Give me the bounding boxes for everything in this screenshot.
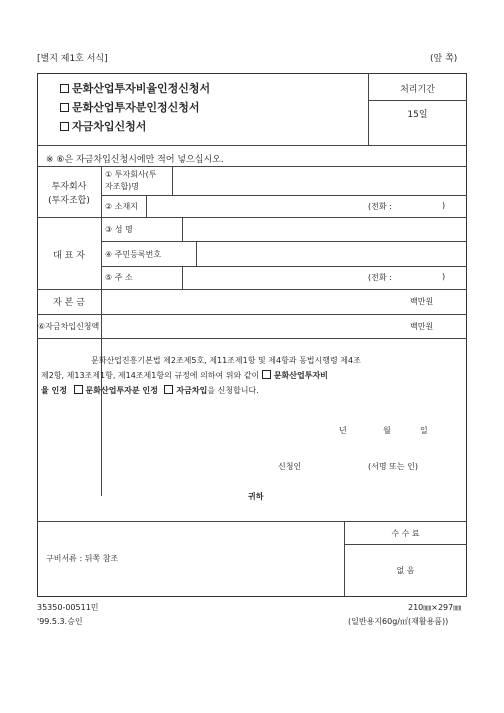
- body-line-2: [41, 370, 328, 381]
- page-side-label: (앞 쪽): [430, 54, 458, 64]
- investor-label: 투자회사: [51, 182, 87, 192]
- title-loan[interactable]: 자금차입신청서: [60, 118, 146, 134]
- title-investment-amount[interactable]: 문화산업투자분인정신청서: [60, 99, 200, 115]
- applicant-field[interactable]: [310, 456, 365, 472]
- processing-label: 처리기간: [400, 85, 435, 95]
- applicant-sign: (서명 또는 인): [368, 462, 418, 471]
- body-line-3-suffix: 을 신청합니다.: [207, 386, 259, 395]
- fee-value: 없 음: [396, 566, 415, 575]
- body-line-2-text: 제2항, 제13조제1항, 제14조제1항의 규정에 의하여 위와 같이: [41, 371, 260, 380]
- body-line-3: [41, 385, 259, 396]
- investor-name-field[interactable]: [176, 170, 462, 192]
- title-investment-ratio[interactable]: 문화산업투자비율인정신청서: [60, 80, 210, 96]
- applicant-label: 신청인: [278, 462, 302, 471]
- investor-name-label: ① 투자회사(투: [105, 170, 157, 179]
- rep-name-label: ③ 성 명: [105, 225, 133, 234]
- recipient-label: 귀하: [248, 492, 264, 501]
- rep-id-field[interactable]: [200, 244, 462, 263]
- rep-address-field[interactable]: [186, 269, 362, 286]
- date-day: 일: [420, 426, 428, 435]
- option-investment-amount[interactable]: 문화산업투자분 인정: [85, 386, 158, 395]
- paper-size: 210㎜×297㎜: [408, 603, 462, 612]
- capital-field[interactable]: [105, 292, 405, 310]
- rep-id-label: ④ 주민등록번호: [105, 250, 162, 259]
- body-line-1: 문화산업진흥기본법 제2조제5호, 제11조제1항 및 제4항과 동법시행령 제4조: [91, 356, 361, 365]
- option-investment-ratio-tail[interactable]: 율 인정: [41, 386, 67, 395]
- loan-field[interactable]: [105, 317, 405, 335]
- investor-label-sub: (투자조합): [48, 196, 90, 206]
- rep-name-field[interactable]: [186, 220, 462, 238]
- loan-label: ⑥자금차입신청액: [38, 322, 100, 331]
- investor-address-field[interactable]: [150, 197, 360, 215]
- investor-phone-label: (전화 :: [368, 202, 392, 211]
- checkbox-icon[interactable]: [60, 84, 69, 93]
- note: ※ ⑥은 자금차입신청시에만 적어 넣으십시오.: [46, 155, 224, 165]
- checkbox-icon[interactable]: [262, 370, 271, 379]
- loan-unit: 백만원: [410, 322, 434, 331]
- checkbox-icon[interactable]: [60, 103, 69, 112]
- required-docs: 구비서류 : 뒤쪽 참조: [46, 554, 119, 563]
- fee-label: 수 수 료: [391, 529, 420, 538]
- option-investment-ratio[interactable]: 문화산업투자비: [273, 371, 328, 380]
- option-loan[interactable]: 자금차입: [176, 386, 208, 395]
- date-month: 월: [383, 426, 391, 435]
- rep-phone-label: (전화 :: [368, 273, 392, 282]
- checkbox-icon[interactable]: [164, 385, 173, 394]
- representative-label: 대 표 자: [53, 251, 85, 261]
- checkbox-icon[interactable]: [74, 385, 83, 394]
- capital-unit: 백만원: [410, 297, 434, 306]
- investor-name-label-2: 자조합)명: [105, 182, 140, 191]
- investor-address-label: ② 소재지: [105, 202, 138, 211]
- processing-value: 15일: [407, 110, 428, 120]
- checkbox-icon[interactable]: [60, 122, 69, 131]
- form-number: [별지 제1호 서식]: [37, 54, 108, 64]
- date-year: 년: [339, 426, 347, 435]
- paper-type: (일반용지60g/㎡(재활용품)): [348, 617, 449, 626]
- approval-date: '99.5.3.승인: [37, 617, 83, 626]
- investor-phone-close: ): [442, 201, 446, 210]
- rep-phone-close: ): [442, 272, 446, 281]
- form-code: 35350-00511민: [37, 603, 99, 612]
- capital-label: 자 본 금: [53, 298, 85, 308]
- rep-address-label: ⑤ 주 소: [105, 273, 133, 282]
